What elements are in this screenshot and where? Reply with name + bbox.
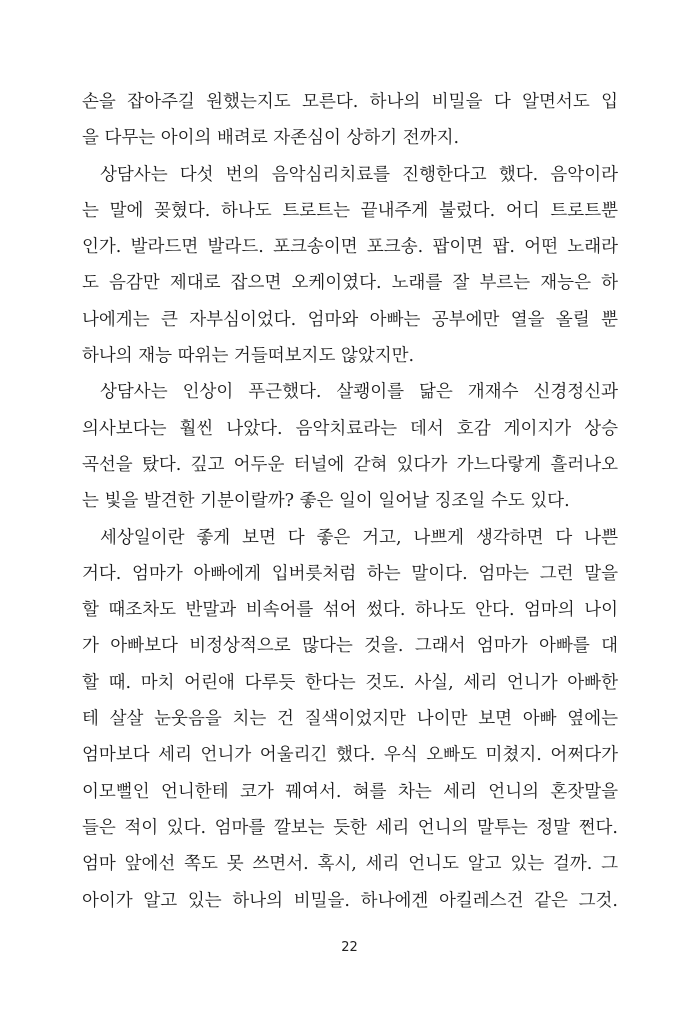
paragraph-start-line: 상담사는 다섯 번의 음악심리치료를 진행한다고 했다. 음악이라 (100, 164, 618, 185)
text-line: 인가. 발라드면 발라드. 포크송이면 포크송. 팝이면 팝. 어떤 노래라 (82, 237, 618, 258)
text-line: 손을 잡아주길 원했는지도 모른다. 하나의 비밀을 다 알면서도 입 (82, 92, 618, 112)
text-line: 는 빛을 발견한 기분이랄까? 좋은 일이 일어날 징조일 수도 있다. (82, 491, 570, 512)
page-number: 22 (341, 940, 358, 955)
paragraph-start-line: 상담사는 인상이 푸근했다. 살쾡이를 닮은 개재수 신경정신과 (100, 382, 618, 403)
text-line: 엄마보다 세리 언니가 어울리긴 했다. 우식 오빠도 미쳤지. 어쩌다가 (82, 745, 618, 766)
text-line: 아이가 알고 있는 하나의 비밀을. 하나에겐 아킬레스건 같은 그것. (82, 890, 618, 911)
text-line: 곡선을 탔다. 깊고 어두운 터널에 갇혀 있다가 가느다랗게 흘러나오 (82, 454, 618, 475)
text-line: 을 다무는 아이의 배려로 자존심이 상하기 전까지. (82, 128, 460, 149)
text-line: 거다. 엄마가 아빠에게 입버릇처럼 하는 말이다. 엄마는 그런 말을 (82, 563, 618, 584)
text-line: 나에게는 큰 자부심이었다. 엄마와 아빠는 공부에만 열을 올릴 뿐 (82, 309, 618, 330)
text-line: 할 때. 마치 어린애 다루듯 한다는 것도. 사실, 세리 언니가 아빠한 (82, 672, 618, 693)
text-line: 들은 적이 있다. 엄마를 깔보는 듯한 세리 언니의 말투는 정말 쩐다. (82, 817, 618, 838)
text-line: 는 말에 꽂혔다. 하나도 트로트는 끝내주게 불렀다. 어디 트로트뿐 (82, 200, 618, 221)
text-line: 가 아빠보다 비정상적으로 많다는 것을. 그래서 엄마가 아빠를 대 (82, 636, 618, 657)
paragraph-start-line: 세상일이란 좋게 보면 다 좋은 거고, 나쁘게 생각하면 다 나쁜 (100, 527, 618, 548)
text-line: 의사보다는 훨씬 나았다. 음악치료라는 데서 호감 게이지가 상승 (82, 418, 618, 439)
text-line: 엄마 앞에선 쪽도 못 쓰면서. 혹시, 세리 언니도 알고 있는 걸까. 그 (82, 854, 618, 875)
text-line: 도 음감만 제대로 잡으면 오케이였다. 노래를 잘 부르는 재능은 하 (82, 273, 618, 294)
body-text (82, 84, 618, 919)
text-line: 테 살살 눈웃음을 치는 건 질색이었지만 나이만 보면 아빠 옆에는 (82, 709, 618, 730)
text-line: 이모뻘인 언니한테 코가 꿰여서. 혀를 차는 세리 언니의 혼잣말을 (82, 781, 618, 802)
text-line: 할 때조차도 반말과 비속어를 섞어 썼다. 하나도 안다. 엄마의 나이 (82, 600, 618, 621)
text-line: 하나의 재능 따위는 거들떠보지도 않았지만. (82, 346, 415, 367)
